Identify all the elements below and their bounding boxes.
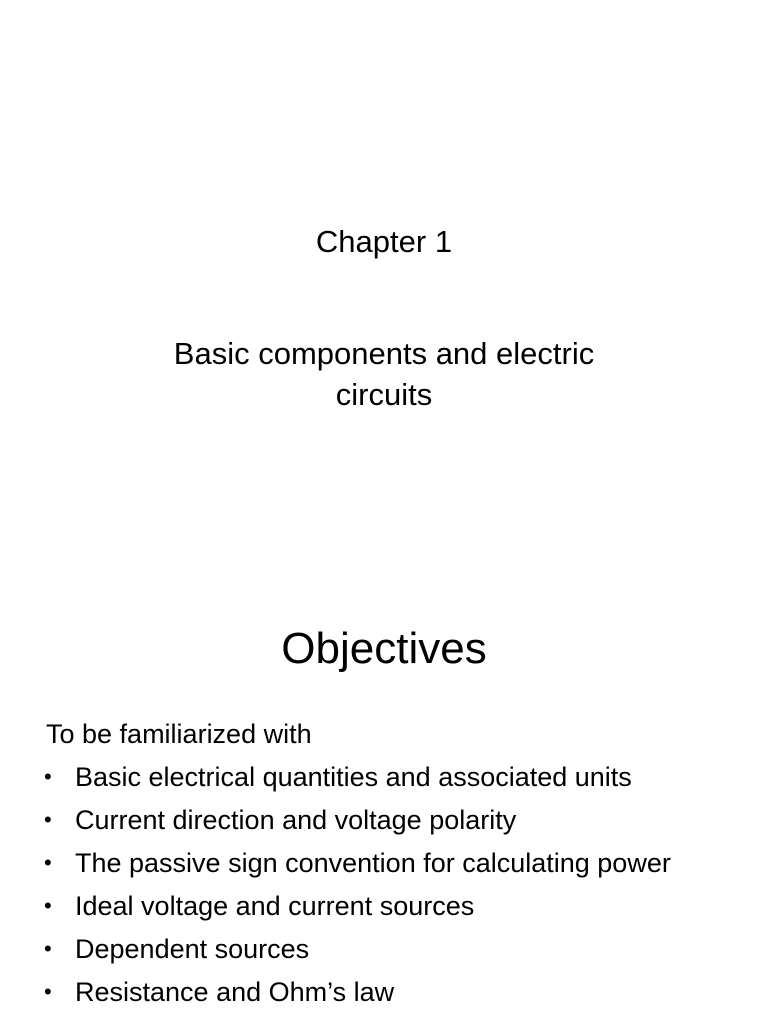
objective-text: Basic electrical quantities and associated units (75, 762, 632, 792)
objective-item (44, 888, 734, 924)
objective-item (44, 845, 734, 881)
bullet-icon: • (44, 936, 52, 961)
objective-text: The passive sign convention for calculating power (75, 848, 671, 878)
objectives-intro: To be familiarized with (46, 719, 312, 749)
objective-item (44, 802, 734, 838)
objectives-title: Objectives (281, 624, 487, 673)
objectives-list (44, 759, 734, 1017)
objectives-slide (0, 576, 768, 1024)
objective-text: Current direction and voltage polarity (75, 805, 517, 835)
bullet-icon: • (44, 893, 52, 918)
chapter-heading: Chapter 1 (315, 224, 453, 259)
objective-item (44, 931, 734, 967)
chapter-subtitle: Basic components and electric circuits (173, 336, 595, 412)
bullet-icon: • (44, 979, 52, 1004)
bullet-icon: • (44, 764, 52, 789)
objective-text: Resistance and Ohm’s law (75, 977, 395, 1007)
objective-text: Ideal voltage and current sources (75, 891, 475, 921)
bullet-icon: • (44, 807, 52, 832)
bullet-icon: • (44, 850, 52, 875)
objective-item (44, 759, 734, 795)
objective-item (44, 974, 734, 1010)
objective-text: Dependent sources (75, 934, 310, 964)
